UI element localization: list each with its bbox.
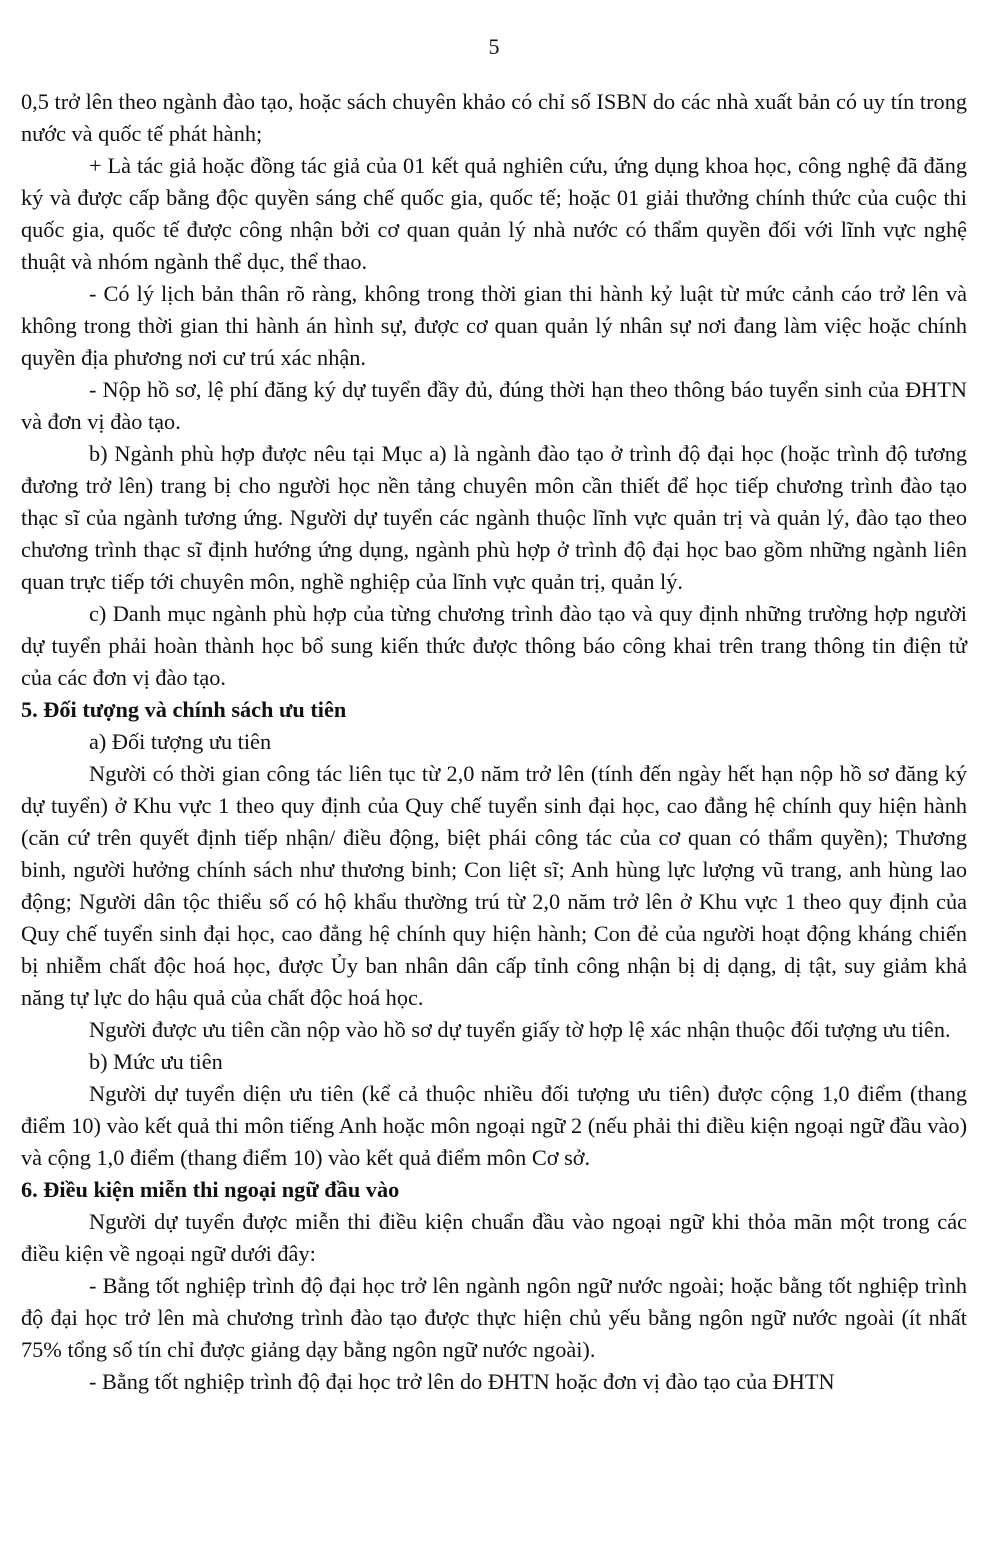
paragraph-exemption-foreign-degree: - Bằng tốt nghiệp trình độ đại học trở lên ngành ngôn ngữ nước ngoài; hoặc bằng tốt nghiệp trình độ đại học trở lên mà chương trình đào tạo được thực hiện chủ yếu bằng ngôn ngữ nước ngoài (ít nhất 75% tổng số tín chỉ được giảng dạy bằng ngôn ngữ nước ngoài). — [21, 1273, 967, 1362]
subheading-priority-level: b) Mức ưu tiên — [89, 1049, 223, 1074]
subheading-priority-subjects: a) Đối tượng ưu tiên — [89, 729, 272, 754]
page-number: 5 — [488, 34, 500, 59]
paragraph-exemption-dhtn-degree: - Bằng tốt nghiệp trình độ đại học trở lên do ĐHTN hoặc đơn vị đào tạo của ĐHTN — [89, 1369, 835, 1394]
paragraph-major-list: c) Danh mục ngành phù hợp của từng chương trình đào tạo và quy định những trường hợp người dự tuyển phải hoàn thành học bổ sung kiến thức được thông báo công khai trên trang thông tin điện tử của các đơn vị đào tạo. — [21, 601, 967, 690]
paragraph-background-record: - Có lý lịch bản thân rõ ràng, không trong thời gian thi hành kỷ luật từ mức cảnh cáo trở lên và không trong thời gian thi hành án hình sự, được cơ quan quản lý nhân sự nơi đang làm việc hoặc chính quyền địa phương nơi cư trú xác nhận. — [21, 281, 967, 370]
paragraph-priority-subjects: Người có thời gian công tác liên tục từ 2,0 năm trở lên (tính đến ngày hết hạn nộp hồ sơ đăng ký dự tuyển) ở Khu vực 1 theo quy định của Quy chế tuyển sinh đại học, cao đẳng hệ chính quy hiện hành (căn cứ trên quyết định tiếp nhận/ điều động, biệt phái công tác của cơ quan có thẩm quyền); Thương binh, người hưởng chính sách như thương binh; Con liệt sĩ; Anh hùng lực lượng vũ trang, anh hùng lao động; Người dân tộc thiểu số có hộ khẩu thường trú từ 2,0 năm trở lên ở Khu vực 1 theo quy định của Quy chế tuyển sinh đại học, cao đẳng hệ chính quy hiện hành; Con đẻ của người hoạt động kháng chiến bị nhiễm chất độc hoá học, được Ủy ban nhân dân cấp tỉnh công nhận bị dị dạng, dị tật, suy giảm khả năng tự lực do hậu quả của chất độc hoá học. — [21, 761, 967, 1010]
paragraph-isbn-continuation: 0,5 trở lên theo ngành đào tạo, hoặc sách chuyên khảo có chỉ số ISBN do các nhà xuất bản có uy tín trong nước và quốc tế phát hành; — [21, 89, 967, 146]
paragraph-priority-documents: Người được ưu tiên cần nộp vào hồ sơ dự tuyển giấy tờ hợp lệ xác nhận thuộc đối tượng ưu tiên. — [89, 1017, 951, 1042]
section-heading-priority: 5. Đối tượng và chính sách ưu tiên — [21, 697, 347, 722]
paragraph-priority-level: Người dự tuyển diện ưu tiên (kể cả thuộc nhiều đối tượng ưu tiên) được cộng 1,0 điểm (thang điểm 10) vào kết quả thi môn tiếng Anh hoặc môn ngoại ngữ 2 (nếu phải thi điều kiện ngoại ngữ đầu vào) và cộng 1,0 điểm (thang điểm 10) vào kết quả điểm môn Cơ sở. — [21, 1081, 967, 1170]
section-heading-language-exemption: 6. Điều kiện miễn thi ngoại ngữ đầu vào — [21, 1177, 400, 1202]
paragraph-exemption-intro: Người dự tuyển được miễn thi điều kiện chuẩn đầu vào ngoại ngữ khi thỏa mãn một trong các điều kiện về ngoại ngữ dưới đây: — [21, 1209, 967, 1266]
paragraph-suitable-major: b) Ngành phù hợp được nêu tại Mục a) là ngành đào tạo ở trình độ đại học (hoặc trình độ tương đương trở lên) trang bị cho người học nền tảng chuyên môn cần thiết để học tiếp chương trình đào tạo thạc sĩ của ngành tương ứng. Người dự tuyển các ngành thuộc lĩnh vực quản trị và quản lý, đào tạo theo chương trình thạc sĩ định hướng ứng dụng, ngành phù hợp ở trình độ đại học bao gồm những ngành liên quan trực tiếp tới chuyên môn, nghề nghiệp của lĩnh vực quản trị, quản lý. — [21, 441, 967, 594]
paragraph-research-author: + Là tác giả hoặc đồng tác giả của 01 kết quả nghiên cứu, ứng dụng khoa học, công nghệ đã đăng ký và được cấp bằng độc quyền sáng chế quốc gia, quốc tế; hoặc 01 giải thưởng chính thức của cuộc thi quốc gia, quốc tế được công nhận bởi cơ quan quản lý nhà nước có thẩm quyền đối với lĩnh vực nghệ thuật và nhóm ngành thể dục, thể thao. — [21, 153, 967, 274]
paragraph-application-fee: - Nộp hồ sơ, lệ phí đăng ký dự tuyển đầy đủ, đúng thời hạn theo thông báo tuyển sinh của ĐHTN và đơn vị đào tạo. — [21, 377, 967, 434]
